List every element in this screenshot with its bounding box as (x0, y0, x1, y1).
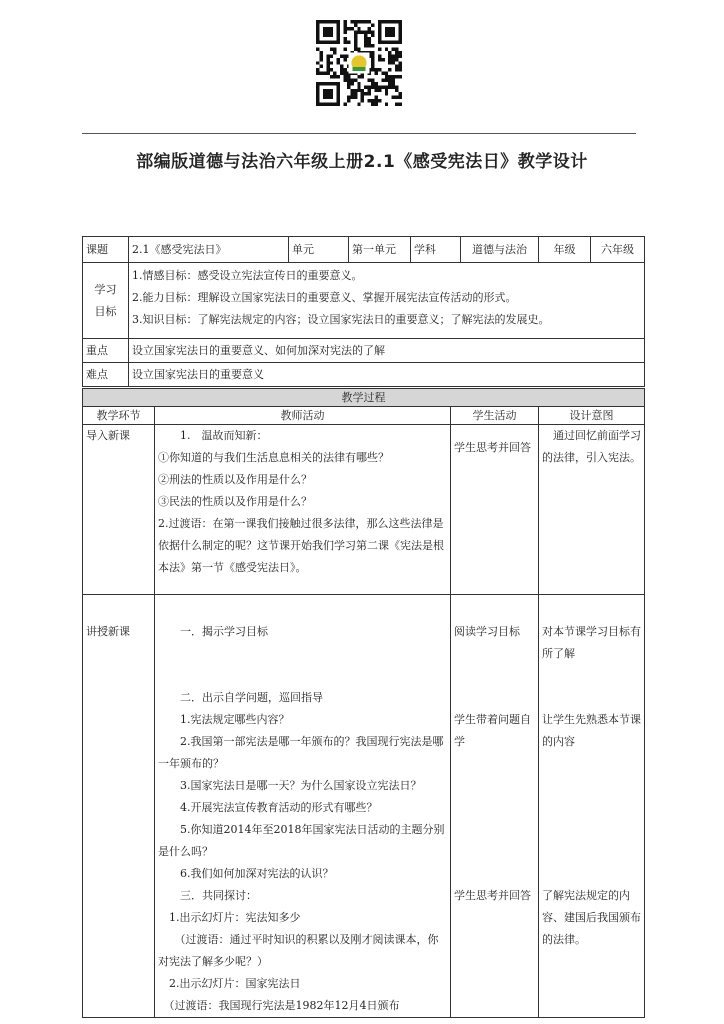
qr-module (378, 85, 381, 88)
qr-module (371, 54, 374, 57)
student-new-lesson-2: 学生带着问题自学 (454, 712, 531, 748)
qr-module (330, 54, 333, 57)
qr-module (354, 34, 357, 37)
goals-cell (129, 263, 645, 339)
qr-module (371, 44, 374, 47)
qr-module (368, 99, 371, 102)
qr-module (357, 85, 360, 88)
qr-module (347, 82, 350, 85)
process-table (82, 388, 645, 1018)
spacer-student (451, 595, 539, 621)
goal-label-line-2: 目标 (94, 304, 117, 318)
qr-module (395, 58, 398, 61)
qr-module (381, 58, 384, 61)
qr-module (319, 65, 322, 68)
qr-module (368, 89, 371, 92)
qr-module (368, 92, 371, 95)
qr-module (399, 51, 402, 54)
qr-logo-base (352, 67, 365, 71)
qr-module (385, 27, 395, 37)
intent-intro: 通过回忆前面学习的法律，引入宪法。 (539, 425, 645, 595)
qr-module (392, 58, 395, 61)
qr-module (333, 75, 336, 78)
qr-module (326, 65, 329, 68)
intent-new-lesson-1: 对本节课学习目标有所了解 (542, 624, 641, 660)
qr-module (385, 103, 388, 106)
qr-module (347, 96, 350, 99)
teacher-intro: 1. 温故而知新： ①你知道的与我们生活息息相关的法律有哪些？ ②刑法的性质以及作用是什么？ ③民法的性质以及作用是什么？ 2.过渡语：在第一课我们接触过很多法律，那么这些法律是依据什么制定的呢？这节课开始我们学习第二课《宪法是根本法》第一节《感受宪法日》。 (155, 425, 451, 595)
qr-module (364, 85, 367, 88)
qr-module (350, 82, 353, 85)
qr-module (395, 89, 398, 92)
unit-label: 单元 (289, 237, 349, 263)
grade-label: 年级 (539, 237, 591, 263)
qr-module (395, 51, 398, 54)
qr-module (364, 34, 367, 37)
qr-module (364, 37, 367, 40)
qr-module (381, 85, 384, 88)
qr-module (371, 68, 374, 71)
intent-new-lesson-3: 了解宪法规定的内容、建国后我国颁布的法律。 (542, 888, 641, 946)
difficult-value: 设立国家宪法日的重要意义 (129, 363, 645, 387)
qr-module (371, 34, 374, 37)
qr-module (385, 75, 388, 78)
student-new-lesson-3: 学生思考并回答 (454, 888, 531, 902)
goal-label-line-1: 学习 (94, 282, 117, 296)
key-value: 设立国家宪法日的重要意义、如何加深对宪法的了解 (129, 339, 645, 363)
qr-module (354, 41, 357, 44)
qr-module (388, 82, 391, 85)
col-student: 学生活动 (451, 407, 539, 425)
qr-module (374, 96, 377, 99)
grade-value: 六年级 (591, 237, 645, 263)
goal-label (83, 263, 129, 339)
qr-module (347, 75, 350, 78)
qr-module (388, 51, 391, 54)
qr-module (316, 48, 319, 51)
goal-item-2: 2.能力目标：理解设立国家宪法日的重要意义、掌握开展宪法宣传活动的形式。 (132, 291, 517, 304)
student-intro: 学生思考并回答 (451, 425, 539, 595)
qr-module (374, 89, 377, 92)
student-new-lesson (451, 621, 539, 1018)
qr-module (371, 103, 374, 106)
qr-module (344, 37, 347, 40)
qr-module (357, 82, 360, 85)
qr-module (326, 54, 329, 57)
col-teacher: 教师活动 (155, 407, 451, 425)
qr-module (319, 58, 322, 61)
qr-module (344, 68, 347, 71)
qr-module (399, 54, 402, 57)
qr-module (323, 27, 333, 37)
qr-module (354, 44, 357, 47)
qr-module (374, 72, 377, 75)
qr-module (371, 51, 374, 54)
qr-module (361, 89, 364, 92)
qr-module (326, 68, 329, 71)
qr-module (323, 72, 326, 75)
qr-module (350, 20, 353, 23)
qr-module (344, 75, 347, 78)
qr-module (392, 54, 395, 57)
qr-module (361, 30, 364, 33)
qr-module (371, 58, 374, 61)
goal-item-3: 3.知识目标：了解宪法规定的内容；设立国家宪法日的重要意义；了解宪法的发展史。 (132, 313, 550, 326)
qr-module (333, 72, 336, 75)
qr-module (344, 20, 347, 23)
qr-module (350, 78, 353, 81)
qr-module (354, 30, 357, 33)
qr-module (337, 61, 340, 64)
qr-module (344, 58, 347, 61)
qr-module (347, 41, 350, 44)
qr-module (319, 51, 322, 54)
qr-module (368, 20, 371, 23)
qr-module (354, 20, 357, 23)
qr-module (392, 48, 395, 51)
qr-module (347, 78, 350, 81)
qr-module (378, 89, 381, 92)
qr-module (395, 96, 398, 99)
qr-module (388, 58, 391, 61)
difficult-label: 难点 (83, 363, 129, 387)
qr-module (395, 48, 398, 51)
qr-module (357, 103, 360, 106)
spacer-intent (539, 595, 645, 621)
key-label: 重点 (83, 339, 129, 363)
qr-module (388, 61, 391, 64)
qr-module (347, 27, 350, 30)
qr-module (368, 44, 371, 47)
qr-module (368, 37, 371, 40)
qr-module (388, 54, 391, 57)
qr-module (344, 41, 347, 44)
qr-module (378, 68, 381, 71)
qr-module (371, 99, 374, 102)
qr-module (388, 85, 391, 88)
qr-module (350, 92, 353, 95)
student-new-lesson-1: 阅读学习目标 (454, 624, 520, 638)
qr-module (354, 92, 357, 95)
qr-module (326, 72, 329, 75)
spacer-stage (83, 595, 155, 621)
qr-module (330, 48, 333, 51)
qr-module (371, 61, 374, 64)
qr-module (361, 99, 364, 102)
qr-module (392, 85, 395, 88)
qr-module (357, 89, 360, 92)
qr-module (354, 96, 357, 99)
qr-module (395, 85, 398, 88)
qr-module (354, 23, 357, 26)
qr-module (395, 54, 398, 57)
qr-module (385, 85, 388, 88)
spacer-teacher (155, 595, 451, 621)
stage-new-lesson: 讲授新课 (83, 621, 155, 1018)
qr-module (388, 78, 391, 81)
info-table (82, 236, 645, 387)
qr-module (319, 54, 322, 57)
qr-module (368, 27, 371, 30)
qr-module (344, 27, 347, 30)
qr-module (371, 85, 374, 88)
qr-module (337, 75, 340, 78)
qr-module (392, 78, 395, 81)
qr-module (344, 72, 347, 75)
qr-module (392, 61, 395, 64)
qr-module (350, 89, 353, 92)
qr-module (316, 68, 319, 71)
qr-module (385, 89, 388, 92)
qr-module (364, 92, 367, 95)
col-intent: 设计意图 (539, 407, 645, 425)
qr-module (399, 103, 402, 106)
qr-module (357, 27, 360, 30)
qr-module (378, 58, 381, 61)
qr-module (381, 78, 384, 81)
goal-item-1: 1.情感目标：感受设立宪法宣传日的重要意义。 (132, 269, 363, 282)
qr-module (364, 20, 367, 23)
qr-module (388, 68, 391, 71)
qr-module (361, 92, 364, 95)
qr-module (357, 30, 360, 33)
process-header: 教学过程 (83, 389, 645, 407)
document-title: 部编版道德与法治六年级上册2.1《感受宪法日》教学设计 (136, 152, 588, 172)
qr-module (385, 72, 388, 75)
topic-value: 2.1《感受宪法日》 (129, 237, 289, 263)
qr-module (323, 89, 333, 99)
qr-module (340, 65, 343, 68)
qr-module (364, 41, 367, 44)
qr-module (395, 75, 398, 78)
qr-module (378, 54, 381, 57)
qr-module (392, 96, 395, 99)
qr-module (374, 99, 377, 102)
intent-new-lesson (539, 621, 645, 1018)
col-stage: 教学环节 (83, 407, 155, 425)
qr-code (316, 20, 402, 106)
qr-module (350, 96, 353, 99)
qr-module (354, 78, 357, 81)
qr-module (399, 75, 402, 78)
qr-module (368, 41, 371, 44)
qr-module (330, 68, 333, 71)
qr-module (333, 51, 336, 54)
qr-module (399, 65, 402, 68)
qr-module (374, 68, 377, 71)
qr-module (319, 72, 322, 75)
qr-module (354, 48, 357, 51)
qr-module (350, 27, 353, 30)
qr-module (364, 44, 367, 47)
qr-module (340, 54, 343, 57)
qr-module (357, 48, 360, 51)
qr-module (316, 72, 319, 75)
qr-module (388, 75, 391, 78)
qr-module (374, 85, 377, 88)
qr-module (347, 99, 350, 102)
qr-module (378, 99, 381, 102)
qr-module (344, 48, 347, 51)
qr-module (330, 61, 333, 64)
qr-module (340, 72, 343, 75)
qr-module (378, 48, 381, 51)
qr-module (361, 75, 364, 78)
qr-module (371, 23, 374, 26)
qr-module (395, 65, 398, 68)
intent-new-lesson-2: 让学生先熟悉本节课的内容 (542, 712, 641, 748)
qr-module (392, 82, 395, 85)
qr-module (354, 37, 357, 40)
qr-module (361, 20, 364, 23)
qr-module (385, 92, 388, 95)
qr-module (385, 78, 388, 81)
qr-module (392, 75, 395, 78)
qr-module (333, 48, 336, 51)
qr-module (344, 54, 347, 57)
qr-module (330, 75, 333, 78)
qr-module (357, 20, 360, 23)
subject-label: 学科 (411, 237, 461, 263)
qr-module (347, 85, 350, 88)
qr-module (316, 61, 319, 64)
unit-value: 第一单元 (349, 237, 411, 263)
subject-value: 道德与法治 (461, 237, 539, 263)
topic-label: 课题 (83, 237, 129, 263)
qr-module (326, 61, 329, 64)
qr-module (399, 68, 402, 71)
stage-intro: 导入新课 (83, 425, 155, 595)
qr-module (344, 103, 347, 106)
qr-module (399, 61, 402, 64)
qr-module (381, 72, 384, 75)
qr-module (371, 82, 374, 85)
qr-module (344, 23, 347, 26)
qr-module (354, 89, 357, 92)
qr-module (357, 75, 360, 78)
qr-module (344, 30, 347, 33)
qr-module (368, 85, 371, 88)
qr-module (364, 30, 367, 33)
teacher-new-lesson: 一．揭示学习目标 二．出示自学问题，巡回指导 1.宪法规定哪些内容？ 2.我国第一部宪法是哪一年颁布的？我国现行宪法是哪一年颁布的？ 3.国家宪法日是哪一天？为什么国家设立宪法日？ 4.开展宪法宣传教育活动的形式有哪些？ 5.你知道2014年至2018年国家宪法日活动的主题分别是什么吗？ 6.我们如何加深对宪法的认识？ 三．共同探讨： 1.出示幻灯片：宪法知多少 （过渡语：通过平时知识的积累以及刚才阅读课本，你对宪法了解多少呢？） 2.出示幻灯片：国家宪法日 （过渡语：我国现行宪法是1982年12月4日颁布 (155, 621, 451, 1018)
qr-module (371, 65, 374, 68)
qr-module (385, 48, 388, 51)
qr-module (395, 103, 398, 106)
qr-module (399, 96, 402, 99)
qr-module (399, 92, 402, 95)
qr-module (368, 30, 371, 33)
qr-module (326, 58, 329, 61)
qr-module (374, 103, 377, 106)
qr-module (374, 82, 377, 85)
qr-module (368, 78, 371, 81)
qr-module (337, 58, 340, 61)
qr-module (371, 78, 374, 81)
qr-module (344, 78, 347, 81)
qr-module (340, 68, 343, 71)
qr-module (361, 96, 364, 99)
qr-module (371, 30, 374, 33)
header-rule (82, 133, 636, 134)
qr-module (395, 68, 398, 71)
